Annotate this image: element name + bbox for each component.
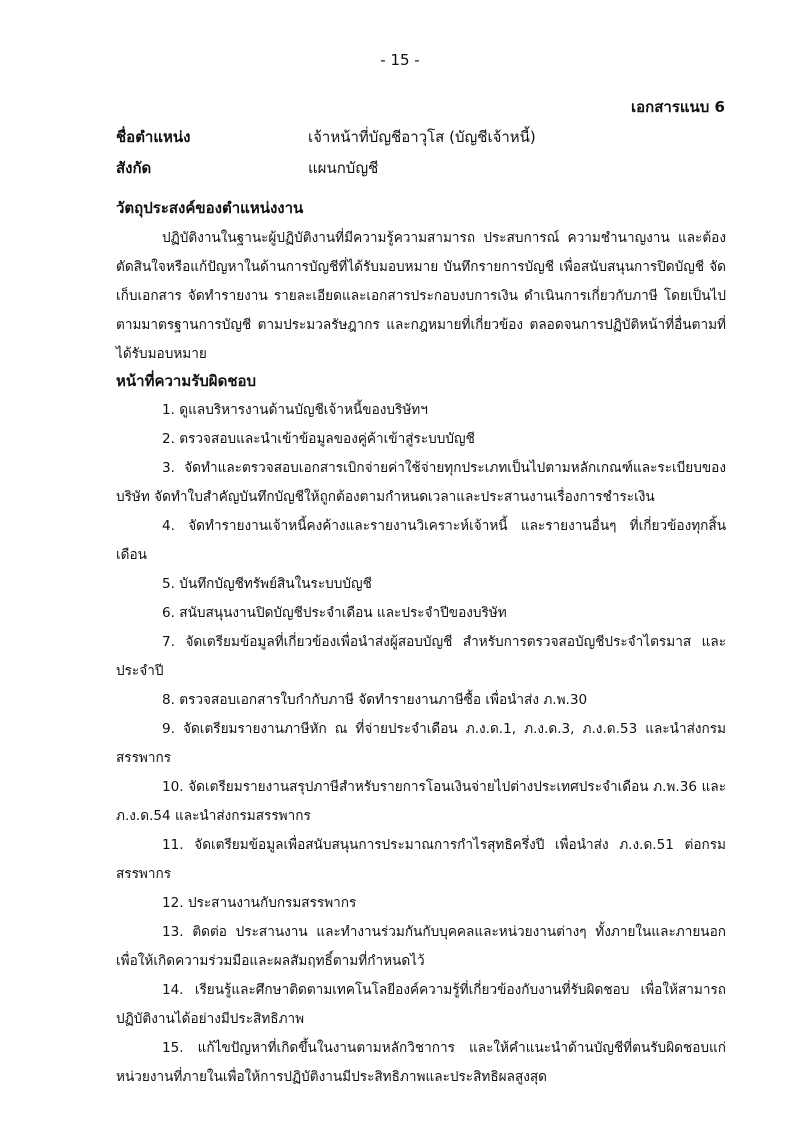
duty-item: 4. จัดทำรายงานเจ้าหนี้คงค้างและรายงานวิเคราะห์เจ้าหนี้ และรายงานอื่นๆ ที่เกี่ยวข้องทุกสิ้นเดือน: [116, 518, 726, 563]
duty-item: 12. ประสานงานกับกรมสรรพากร: [162, 895, 357, 911]
duty-item: 2. ตรวจสอบและนำเข้าข้อมูลของคู่ค้าเข้าสู่ระบบบัญชี: [162, 431, 475, 447]
page-number: - 15 -: [380, 51, 420, 69]
duty-item: 1. ดูแลบริหารงานด้านบัญชีเจ้าหนี้ของบริษัทฯ: [162, 402, 428, 418]
objective-section: [116, 224, 726, 369]
duty-item: 5. บันทึกบัญชีทรัพย์สินในระบบบัญชี: [162, 576, 372, 592]
duty-item: 13. ติดต่อ ประสานงาน และทำงานร่วมกันกับบุคคลและหน่วยงานต่างๆ ทั้งภายในและภายนอก เพื่อให้เกิดความร่วมมือและผลสัมฤทธิ์ตามที่กำหนดไว้: [116, 924, 726, 969]
responsibilities-heading: หน้าที่ความรับผิดชอบ: [116, 372, 257, 390]
attachment-label: เอกสารแนบ 6: [631, 98, 725, 116]
duty-item: 9. จัดเตรียมรายงานภาษีหัก ณ ที่จ่ายประจำเดือน ภ.ง.ด.1, ภ.ง.ด.3, ภ.ง.ด.53 และนำส่งกรมสรรพากร: [116, 721, 726, 766]
duty-item: 11. จัดเตรียมข้อมูลเพื่อสนับสนุนการประมาณการกำไรสุทธิครึ่งปี เพื่อนำส่ง ภ.ง.ด.51 ต่อกรมสรรพากร: [116, 837, 726, 882]
position-label: ชื่อตำแหน่ง: [116, 128, 191, 146]
objective-heading: วัตถุประสงค์ของตำแหน่งงาน: [116, 199, 304, 217]
department-label: สังกัด: [116, 159, 152, 177]
duty-item: 8. ตรวจสอบเอกสารใบกำกับภาษี จัดทำรายงานภาษีซื้อ เพื่อนำส่ง ภ.พ.30: [162, 692, 588, 708]
position-value: เจ้าหน้าที่บัญชีอาวุโส (บัญชีเจ้าหนี้): [308, 128, 536, 146]
duty-item: 3. จัดทำและตรวจสอบเอกสารเบิกจ่ายค่าใช้จ่ายทุกประเภทเป็นไปตามหลักเกณฑ์และระเบียบของบริษัท จัดทำใบสำคัญบันทึกบัญชีให้ถูกต้องตามกำหนดเวลาและประสานงานเรื่องการชำระเงิน: [116, 460, 726, 505]
duty-item: 14. เรียนรู้และศึกษาติดตามเทคโนโลยีองค์ความรู้ที่เกี่ยวข้องกับงานที่รับผิดชอบ เพื่อให้สามารถปฏิบัติงานได้อย่างมีประสิทธิภาพ: [116, 982, 726, 1027]
duty-item: 6. สนับสนุนงานปิดบัญชีประจำเดือน และประจำปีของบริษัท: [162, 605, 507, 621]
responsibilities-list: [116, 396, 726, 1092]
duty-item: 7. จัดเตรียมข้อมูลที่เกี่ยวข้องเพื่อนำส่งผู้สอบบัญชี สำหรับการตรวจสอบัญชีประจำไตรมาส และประจำปี: [116, 634, 726, 679]
duty-item: 15. แก้ไขปัญหาที่เกิดขึ้นในงานตามหลักวิชาการ และให้คำแนะนำด้านบัญชีที่ตนรับผิดชอบแก่หน่วยงานที่ภายในเพื่อให้การปฏิบัติงานมีประสิทธิภาพและประสิทธิผลสูงสุด: [116, 1040, 726, 1085]
duty-item: 10. จัดเตรียมรายงานสรุปภาษีสำหรับรายการโอนเงินจ่ายไปต่างประเทศประจำเดือน ภ.พ.36 และ ภ.ง.ด.54 และนำส่งกรมสรรพากร: [116, 779, 726, 824]
objective-text: ปฏิบัติงานในฐานะผู้ปฏิบัติงานที่มีความรู้ความสามารถ ประสบการณ์ ความชำนาญงาน และต้องตัดสินใจหรือแก้ปัญหาในด้านการบัญชีที่ได้รับมอบหมาย บันทึกรายการบัญชี เพื่อสนับสนุนการปิดบัญชี จัดเก็บเอกสาร จัดทำรายงาน รายละเอียดและเอกสารประกอบงบการเงิน ดำเนินการเกี่ยวกับภาษี โดยเป็นไปตามมาตรฐานการบัญชี ตามประมวลรัษฎากร และกฎหมายที่เกี่ยวข้อง ตลอดจนการปฏิบัติหน้าที่อื่นตามที่ได้รับมอบหมาย: [116, 230, 726, 362]
department-value: แผนกบัญชี: [308, 159, 379, 177]
